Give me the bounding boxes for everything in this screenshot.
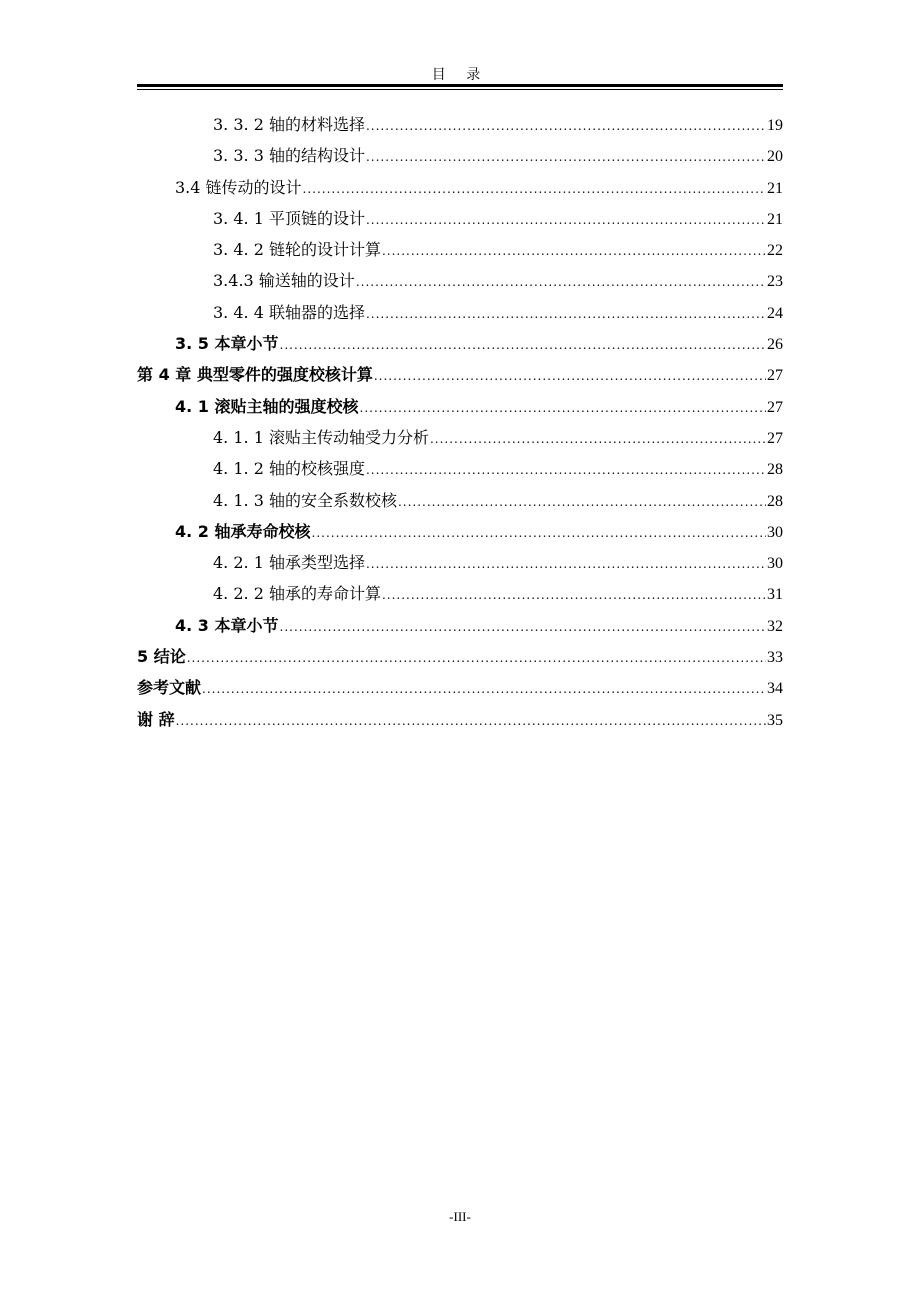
toc-dot-leader: [366, 557, 766, 571]
toc-entry-page: 32: [767, 617, 783, 635]
toc-entry-page: 21: [767, 210, 783, 228]
toc-dot-leader: [398, 495, 766, 509]
toc-entry-title: 参考文献: [137, 678, 202, 698]
toc-entry[interactable]: [137, 644, 783, 675]
toc-entry-page: 35: [767, 711, 783, 729]
toc-entry[interactable]: [137, 362, 783, 393]
toc-dot-leader: [366, 307, 766, 321]
toc-entry-title: 3. 3. 2 轴的材料选择: [213, 115, 365, 134]
toc-dot-leader: [303, 182, 766, 196]
toc-entry-title: 5 结论: [137, 647, 186, 667]
page-number: -III-: [449, 1209, 471, 1224]
toc-entry-page: 20: [767, 148, 783, 166]
toc-entry[interactable]: [137, 581, 783, 612]
toc-entry-title: 3. 5 本章小节: [175, 334, 279, 354]
toc-entry-title: 第 4 章 典型零件的强度校核计算: [137, 365, 373, 385]
toc-entry-title: 3.4.3 输送轴的设计: [213, 271, 355, 291]
toc-entry[interactable]: [137, 268, 783, 299]
toc-entry-title: 4. 2. 2 轴承的寿命计算: [213, 584, 381, 604]
toc-entry-page: 33: [767, 649, 783, 667]
toc-entry[interactable]: [137, 175, 783, 206]
toc-entry-title: 3. 4. 4 联轴器的选择: [213, 302, 365, 322]
toc-entry-title: 4. 2. 1 轴承类型选择: [213, 553, 365, 573]
header-rule-thin: [137, 89, 783, 90]
toc-entry-title: 3.4 链传动的设计: [175, 177, 302, 197]
toc-entry-title: 4. 1. 1 滚贴主传动轴受力分析: [213, 427, 429, 447]
table-of-contents: [137, 112, 783, 738]
toc-dot-leader: [280, 620, 767, 634]
toc-entry[interactable]: [137, 112, 783, 143]
toc-entry-page: 30: [767, 555, 783, 573]
toc-dot-leader: [280, 338, 767, 352]
header-rule-thick: [137, 84, 783, 87]
toc-entry-page: 24: [767, 304, 783, 322]
toc-dot-leader: [366, 119, 766, 133]
toc-entry[interactable]: [137, 613, 783, 644]
toc-entry-title: 4. 1. 3 轴的安全系数校核: [213, 490, 397, 510]
toc-dot-leader: [176, 714, 766, 728]
toc-dot-leader: [430, 432, 766, 446]
toc-entry[interactable]: [137, 456, 783, 487]
toc-entry[interactable]: [137, 394, 783, 425]
toc-entry-page: 26: [767, 336, 783, 354]
toc-entry-title: 3. 3. 3 轴的结构设计: [213, 146, 365, 166]
toc-dot-leader: [312, 526, 767, 540]
toc-entry[interactable]: [137, 331, 783, 362]
page-header-title: 目 录: [431, 67, 489, 83]
toc-entry-page: 23: [767, 273, 783, 291]
toc-entry[interactable]: [137, 488, 783, 519]
toc-entry[interactable]: [137, 300, 783, 331]
toc-entry[interactable]: [137, 519, 783, 550]
toc-entry-title: 谢 辞: [137, 709, 175, 729]
toc-entry-page: 27: [767, 429, 783, 447]
toc-entry[interactable]: [137, 237, 783, 268]
toc-dot-leader: [366, 213, 766, 227]
toc-dot-leader: [382, 244, 766, 258]
toc-entry-title: 3. 4. 1 平顶链的设计: [213, 208, 365, 228]
toc-entry[interactable]: [137, 550, 783, 581]
toc-dot-leader: [366, 150, 766, 164]
toc-entry-page: 28: [767, 461, 783, 479]
toc-dot-leader: [360, 401, 767, 415]
toc-entry-title: 4. 1. 2 轴的校核强度: [213, 459, 365, 479]
toc-entry[interactable]: [137, 675, 783, 706]
toc-entry[interactable]: [137, 206, 783, 237]
toc-entry-page: 27: [767, 367, 783, 385]
toc-dot-leader: [356, 275, 766, 289]
toc-entry-title: 3. 4. 2 链轮的设计计算: [213, 240, 381, 260]
toc-entry-page: 31: [767, 586, 783, 604]
toc-entry[interactable]: [137, 425, 783, 456]
toc-entry-title: 4. 3 本章小节: [175, 615, 279, 635]
toc-dot-leader: [202, 682, 766, 696]
toc-dot-leader: [382, 588, 766, 602]
toc-entry-title: 4. 2 轴承寿命校核: [175, 521, 311, 541]
toc-dot-leader: [366, 463, 766, 477]
toc-entry-page: 34: [767, 680, 783, 698]
toc-entry[interactable]: [137, 707, 783, 738]
toc-entry-page: 19: [767, 117, 783, 134]
toc-entry[interactable]: [137, 143, 783, 174]
toc-entry-page: 22: [767, 242, 783, 260]
toc-dot-leader: [187, 651, 766, 665]
toc-entry-page: 30: [767, 523, 783, 541]
toc-entry-title: 4. 1 滚贴主轴的强度校核: [175, 396, 359, 416]
toc-entry-page: 27: [767, 398, 783, 416]
toc-entry-page: 21: [767, 179, 783, 197]
toc-dot-leader: [374, 369, 766, 383]
toc-entry-page: 28: [767, 492, 783, 510]
